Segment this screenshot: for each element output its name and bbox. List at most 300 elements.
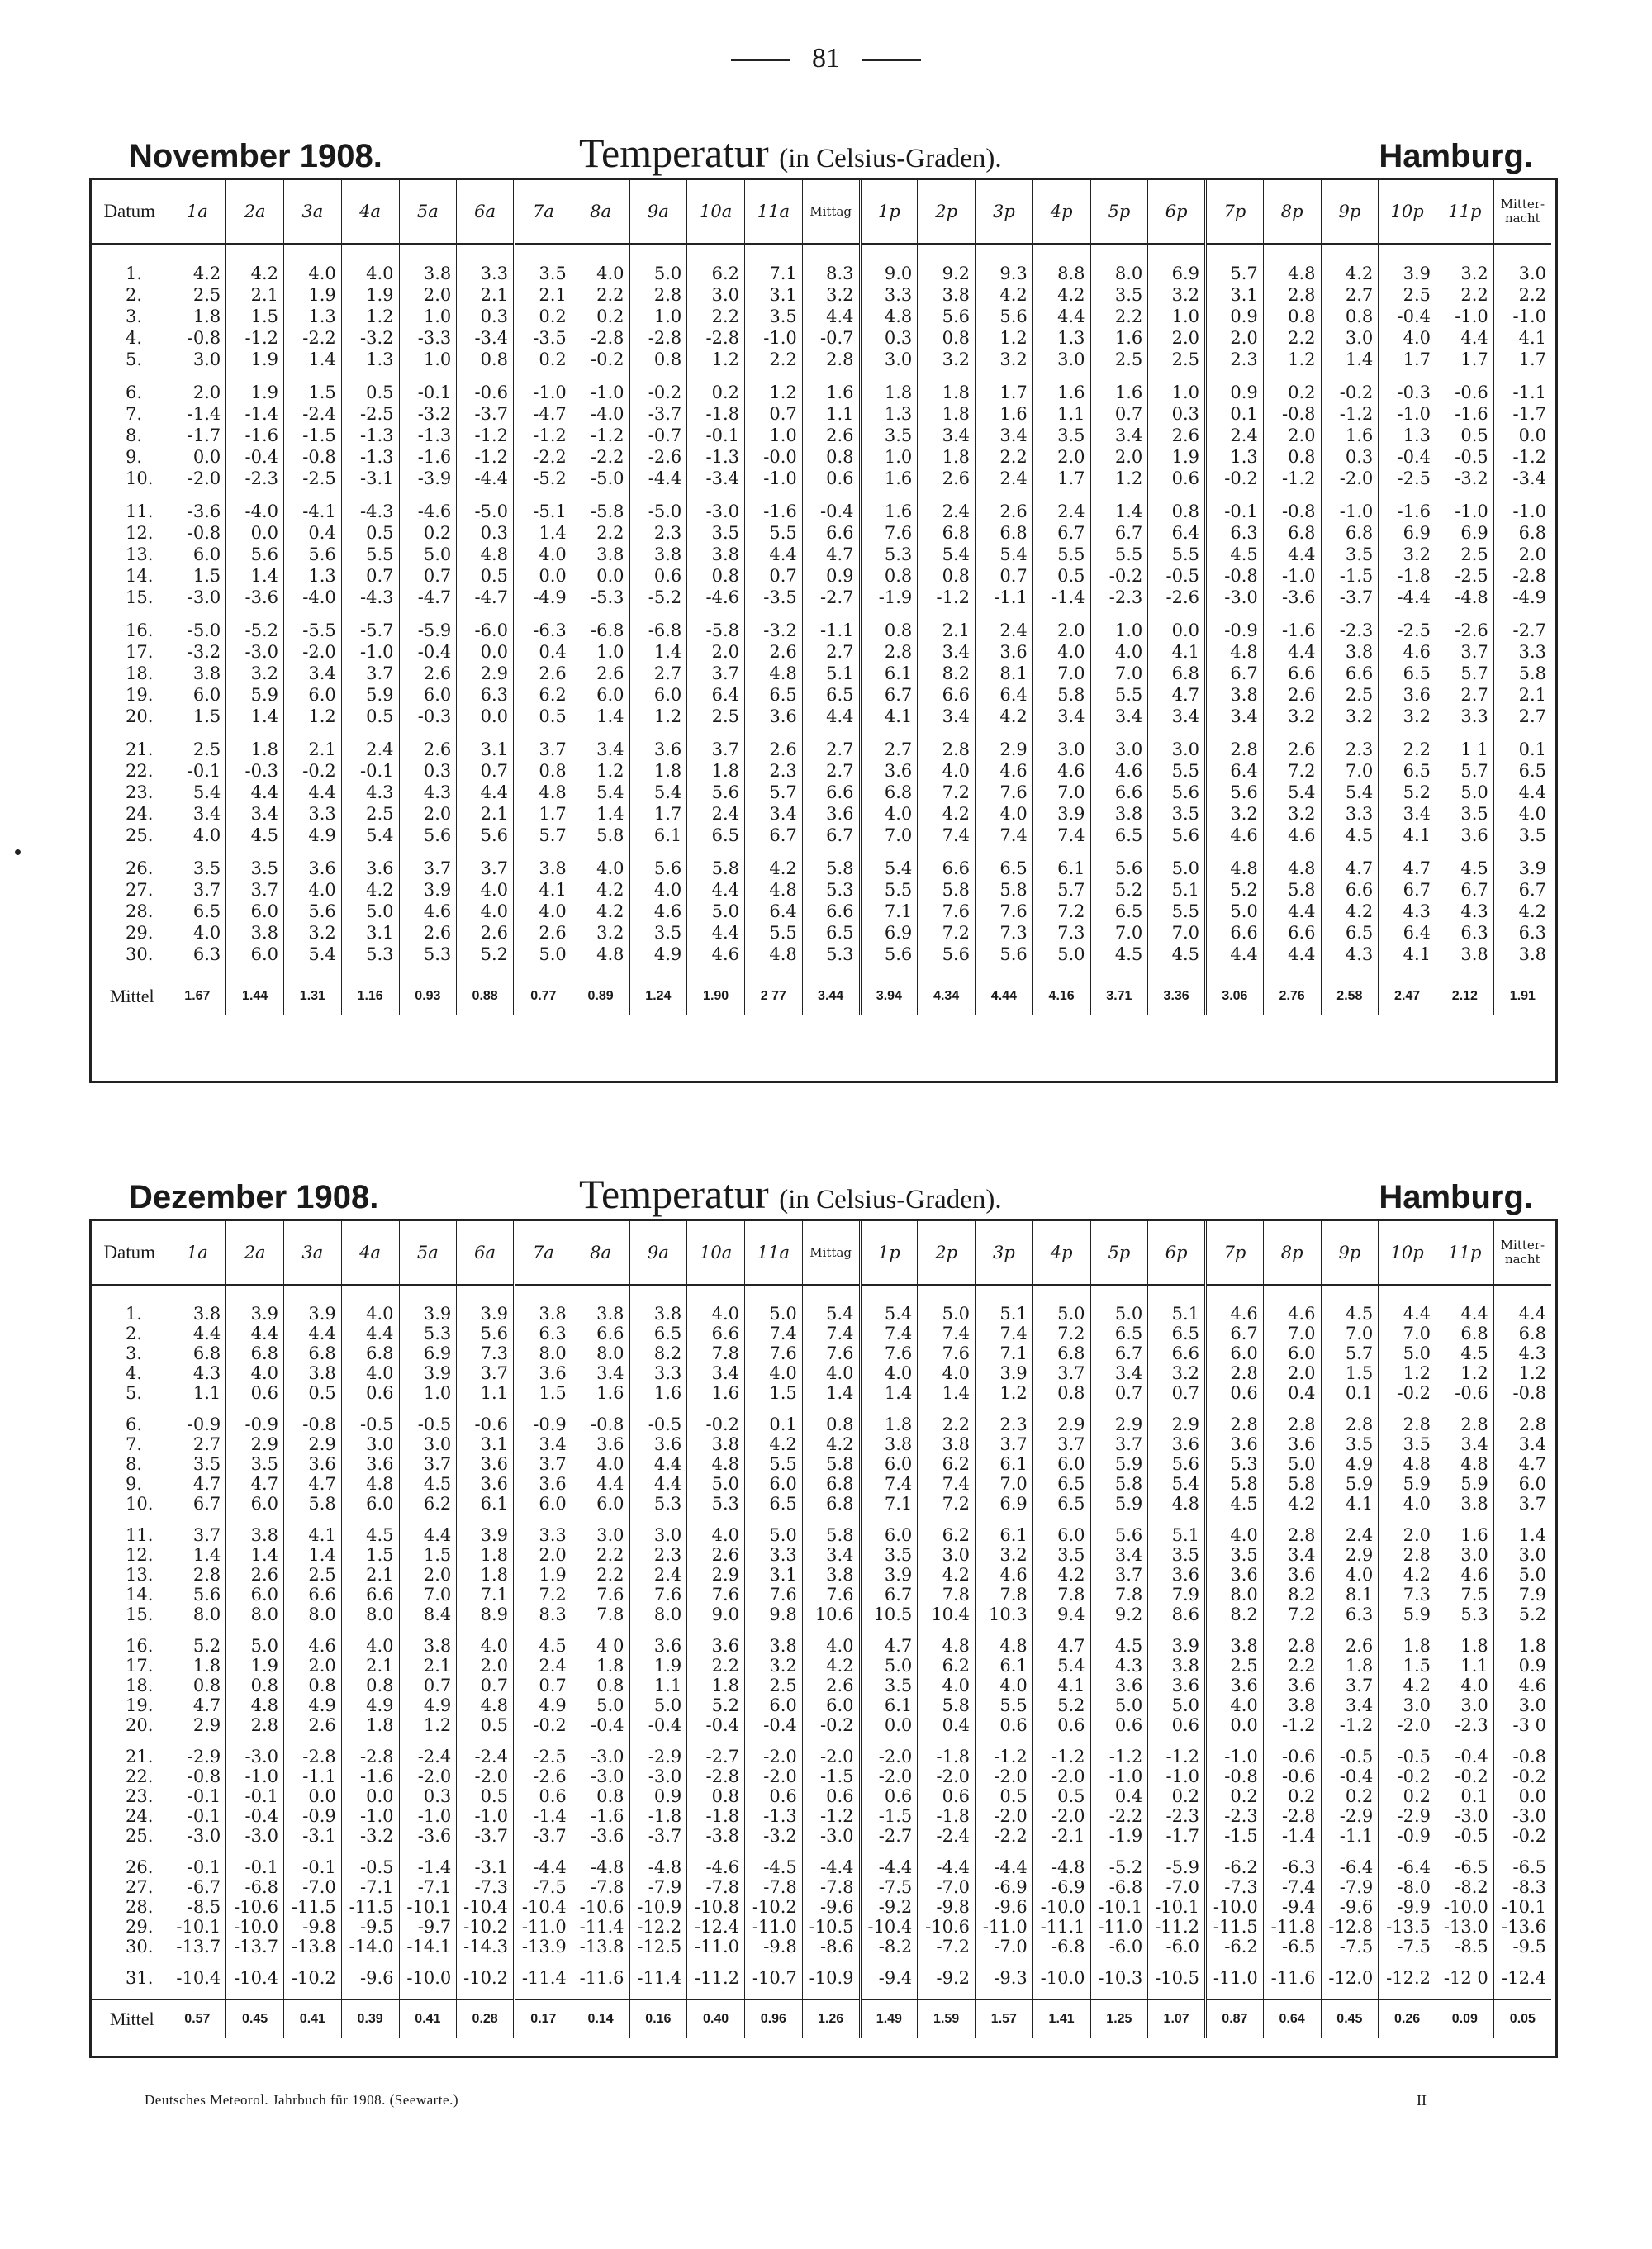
temperature-cell: 0.2 [515,306,572,327]
temperature-cell: 0.6 [976,1715,1033,1735]
temperature-cell: 4.0 [918,1363,976,1383]
temperature-cell: 2.8 [918,739,976,760]
temperature-cell: 7.8 [1032,1585,1090,1605]
temperature-cell: -5.2 [226,620,284,641]
temperature-cell: 5.4 [284,944,342,965]
temperature-cell: 4.4 [1436,1304,1494,1324]
mean-value: 0.41 [399,2000,457,2039]
column-header-hour: 8p [1263,180,1321,244]
temperature-cell: 1.2 [745,382,803,403]
mean-value: 0.39 [341,2000,399,2039]
day-label: 11. [126,1525,154,1545]
temperature-cell: 1.8 [918,403,976,425]
temperature-cell: 6.5 [802,684,860,706]
column-header-hour: 3a [284,180,342,244]
temperature-cell: 2.9 [457,663,515,684]
temperature-cell: -5.8 [687,620,745,641]
temperature-cell: -10.0 [226,1917,284,1937]
temperature-cell: 3.6 [1148,1434,1206,1454]
temperature-cell: 8.2 [1206,1605,1264,1624]
day-label: 27. [126,1877,154,1897]
column-header-hour: 1p [860,180,918,244]
mean-value: 1.24 [629,977,687,1016]
temperature-cell: -3.0 [687,501,745,522]
temperature-cell: 0.1 [1493,739,1551,760]
temperature-cell: 4.6 [1436,1565,1494,1585]
temperature-cell: 3.7 [226,879,284,901]
temperature-cell: 2.5 [1206,1656,1264,1676]
temperature-cell: -3.7 [457,1826,515,1846]
temperature-cell: 3.9 [399,1304,457,1324]
mean-value: 4.16 [1032,977,1090,1016]
temperature-cell: 3.4 [687,1363,745,1383]
temperature-cell: 9.2 [1090,1605,1148,1624]
temperature-cell: 3.6 [1263,1434,1321,1454]
temperature-cell: -6.8 [629,620,687,641]
temperature-cell: 4.8 [918,1636,976,1656]
temperature-cell: 4.0 [284,263,342,284]
temperature-cell: -6.9 [976,1877,1033,1897]
temperature-cell: 2.2 [745,349,803,370]
temperature-cell: 3.5 [1321,544,1379,565]
temperature-cell: 6.7 [1206,1324,1264,1343]
station-name: Hamburg. [1379,138,1533,174]
temperature-cell: 3.8 [515,858,572,879]
temperature-cell: 2.5 [341,803,399,825]
temperature-cell: -1.0 [1379,403,1436,425]
table-row [91,739,1551,760]
temperature-cell: 7.1 [860,1494,918,1514]
temperature-cell: 0.0 [457,706,515,727]
temperature-cell: 8.0 [629,1605,687,1624]
temperature-cell: 0.9 [629,1786,687,1806]
temperature-cell: 1.2 [976,327,1033,349]
temperature-cell: 3.8 [1090,803,1148,825]
temperature-cell: 0.8 [226,1676,284,1695]
temperature-cell: -4.8 [1436,587,1494,608]
temperature-cell: -4.9 [1493,587,1551,608]
temperature-cell: -4.4 [629,468,687,489]
temperature-cell: 6.0 [284,684,342,706]
temperature-cell: 0.2 [687,382,745,403]
temperature-cell: 7.0 [1032,663,1090,684]
temperature-cell: 7.0 [860,825,918,846]
temperature-cell: 3.8 [515,1304,572,1324]
day-label: 20. [126,706,154,726]
temperature-cell: 6.0 [169,684,226,706]
temperature-cell: 3.9 [860,1565,918,1585]
column-header-hour: 9a [629,1221,687,1285]
temperature-cell: 0.7 [457,1676,515,1695]
temperature-cell: 7.0 [1032,782,1090,803]
temperature-cell: 5.8 [1493,663,1551,684]
temperature-cell: 0.0 [457,641,515,663]
temperature-cell: -4.8 [629,1857,687,1877]
temperature-cell: -4.0 [572,403,629,425]
temperature-cell: 3.8 [399,1636,457,1656]
day-label: 9. [126,447,143,467]
temperature-cell: 1.9 [341,284,399,306]
temperature-cell: -2.2 [515,446,572,468]
temperature-cell: 7.6 [629,1585,687,1605]
temperature-cell: 8.0 [226,1605,284,1624]
temperature-cell: -11.4 [572,1917,629,1937]
temperature-cell: 0.6 [515,1786,572,1806]
temperature-cell: 6.5 [1379,760,1436,782]
temperature-cell: 3.8 [1321,641,1379,663]
temperature-cell: 4.8 [745,879,803,901]
temperature-cell: 5.9 [341,684,399,706]
temperature-cell: -1.5 [284,425,342,446]
temperature-cell: 2.4 [1321,1525,1379,1545]
mean-value: 1.41 [1032,2000,1090,2039]
temperature-cell: 2.5 [1321,684,1379,706]
table-row [91,1363,1551,1383]
table-title: Temperatur (in Celsius-Graden). [579,130,1002,176]
temperature-cell: -0.5 [341,1857,399,1877]
temperature-cell: 7.6 [860,1343,918,1363]
temperature-cell: 9.4 [1032,1605,1090,1624]
temperature-cell: -10.5 [1148,1968,1206,1988]
temperature-cell: 2.9 [687,1565,745,1585]
temperature-cell: 4.2 [341,879,399,901]
temperature-cell: -0.2 [1436,1766,1494,1786]
temperature-cell: 2.4 [918,501,976,522]
temperature-cell: 5.5 [1090,684,1148,706]
temperature-cell: 5.4 [1321,782,1379,803]
temperature-cell: -3.7 [629,1826,687,1846]
temperature-cell: 6.1 [860,1695,918,1715]
temperature-cell: 0.3 [1321,446,1379,468]
temperature-cell: 6.0 [572,684,629,706]
temperature-cell: 1.2 [629,706,687,727]
temperature-cell: 3.8 [572,1304,629,1324]
temperature-cell: 5.6 [976,306,1033,327]
temperature-cell: 5.7 [1436,760,1494,782]
temperature-cell: 5.3 [341,944,399,965]
column-header-hour: 4a [341,1221,399,1285]
temperature-cell: 3.2 [1436,263,1494,284]
temperature-cell: 5.6 [284,901,342,922]
temperature-cell: 3.4 [802,1545,860,1565]
temperature-cell: -2.9 [169,1747,226,1766]
temperature-cell: -0.8 [284,1415,342,1434]
temperature-cell: 4.5 [1090,1636,1148,1656]
temperature-cell: -2.0 [1032,1766,1090,1786]
temperature-cell: 0.4 [918,1715,976,1735]
day-label: 12. [126,523,154,543]
temperature-cell: 7.9 [1148,1585,1206,1605]
temperature-cell: 1.7 [1493,349,1551,370]
table-row [91,1545,1551,1565]
temperature-cell: -0.2 [629,382,687,403]
temperature-cell: 5.4 [918,544,976,565]
temperature-cell: 3.8 [1263,1695,1321,1715]
temperature-cell: 4.8 [1148,1494,1206,1514]
column-header-hour: 6p [1148,1221,1206,1285]
temperature-cell: 3.4 [976,425,1033,446]
temperature-cell: 1.1 [457,1383,515,1403]
temperature-cell: -3.5 [515,327,572,349]
temperature-cell: 5.7 [1436,663,1494,684]
temperature-cell: -3.7 [1321,587,1379,608]
temperature-cell: 5.0 [745,1525,803,1545]
temperature-cell: -9.7 [399,1917,457,1937]
temperature-cell: 4.1 [1493,327,1551,349]
temperature-cell: -9.8 [284,1917,342,1937]
temperature-cell: 3.8 [1148,1656,1206,1676]
table-row [91,565,1551,587]
temperature-cell: 7.6 [687,1585,745,1605]
temperature-cell: 4.5 [1436,1343,1494,1363]
temperature-cell: 4.5 [1206,1494,1264,1514]
temperature-cell: -3.9 [399,468,457,489]
temperature-cell: 6.3 [457,684,515,706]
day-label: 10. [126,1494,154,1514]
temperature-cell: -1.0 [1493,306,1551,327]
temperature-cell: 1.2 [284,706,342,727]
table-row [91,1304,1551,1324]
table-row [91,858,1551,879]
temperature-cell: 0.8 [572,1786,629,1806]
temperature-cell: 0.7 [745,565,803,587]
temperature-cell: 2.1 [515,284,572,306]
temperature-cell: 2.6 [226,1565,284,1585]
temperature-cell: 6.2 [399,1494,457,1514]
temperature-cell: 5.7 [515,825,572,846]
temperature-cell: 7.8 [687,1343,745,1363]
temperature-cell: -8.2 [1436,1877,1494,1897]
temperature-cell: -6.5 [1436,1857,1494,1877]
temperature-cell: -0.2 [1493,1766,1551,1786]
temperature-cell: 4.6 [629,901,687,922]
temperature-cell: -9.6 [1321,1897,1379,1917]
temperature-cell: 3.8 [1436,1494,1494,1514]
mean-value: 1.31 [284,977,342,1016]
temperature-cell: 0.8 [918,565,976,587]
temperature-cell: 6.5 [745,1494,803,1514]
temperature-cell: -1.6 [399,446,457,468]
temperature-cell: 4.5 [1148,944,1206,965]
temperature-cell: 5.5 [860,879,918,901]
temperature-cell: 6.5 [629,1324,687,1343]
temperature-cell: 7.4 [1032,825,1090,846]
temperature-cell: 2.9 [1148,1415,1206,1434]
temperature-cell: -0.1 [169,760,226,782]
temperature-cell: 0.4 [1263,1383,1321,1403]
temperature-cell: 4.2 [1379,1676,1436,1695]
temperature-cell: -0.8 [284,446,342,468]
temperature-cell: 4.5 [515,1636,572,1656]
temperature-cell: 6.0 [341,1494,399,1514]
temperature-cell: -9.6 [802,1897,860,1917]
temperature-cell: 5.8 [976,879,1033,901]
temperature-cell: 1.5 [169,706,226,727]
temperature-cell: 4.3 [1090,1656,1148,1676]
temperature-cell: 5.5 [1148,544,1206,565]
temperature-cell: 5.4 [572,782,629,803]
day-label: 7. [126,404,143,424]
temperature-cell: 1.6 [976,403,1033,425]
temperature-cell: 3.6 [629,1636,687,1656]
table-title: Temperatur (in Celsius-Graden). [579,1171,1002,1217]
temperature-cell: 3.3 [1493,641,1551,663]
temperature-cell: 8.0 [341,1605,399,1624]
temperature-cell: 5.3 [802,944,860,965]
temperature-cell: 6.3 [1436,922,1494,944]
temperature-cell: 1.0 [399,1383,457,1403]
temperature-cell: 8.2 [629,1343,687,1363]
mean-value: 2.47 [1379,977,1436,1016]
temperature-cell: 3.8 [918,1434,976,1454]
temperature-cell: 4.8 [1263,858,1321,879]
column-header-hour: 3p [976,180,1033,244]
temperature-cell: 5.0 [918,1304,976,1324]
temperature-cell: 0.1 [745,1415,803,1434]
temperature-cell: 4.4 [226,1324,284,1343]
temperature-cell: -1.0 [341,1806,399,1826]
temperature-cell: 0.5 [341,706,399,727]
temperature-cell: 3.3 [515,1525,572,1545]
temperature-cell: 4.5 [1321,1304,1379,1324]
temperature-cell: 3.9 [457,1525,515,1545]
temperature-cell: 1.2 [1436,1363,1494,1383]
temperature-cell: 2.6 [1263,739,1321,760]
temperature-cell: 3.3 [457,263,515,284]
december-header [129,1163,1533,1221]
temperature-cell: 5.0 [1090,1695,1148,1715]
temperature-cell: 4.0 [341,1363,399,1383]
temperature-cell: -3.2 [745,1826,803,1846]
temperature-cell: 3.5 [1032,425,1090,446]
temperature-cell: -10.0 [1436,1897,1494,1917]
temperature-cell: 3.2 [226,663,284,684]
temperature-cell: -4.7 [399,587,457,608]
temperature-cell: 5.3 [399,1324,457,1343]
mean-value: 0.87 [1206,2000,1264,2039]
table-row [91,1525,1551,1545]
table-row [91,641,1551,663]
temperature-cell: 3.4 [169,803,226,825]
temperature-cell: -0.1 [169,1786,226,1806]
temperature-cell: 1.6 [860,468,918,489]
day-label: 13. [126,1565,154,1585]
temperature-cell: 3.8 [572,544,629,565]
temperature-cell: -13.5 [1379,1917,1436,1937]
temperature-cell: 5.0 [1379,1343,1436,1363]
temperature-cell: -13.0 [1436,1917,1494,1937]
temperature-cell: -3.0 [802,1826,860,1846]
temperature-cell: -13.7 [226,1937,284,1957]
temperature-cell: -4.3 [341,501,399,522]
temperature-cell: 5.9 [1379,1474,1436,1494]
december-temperature-table [91,1221,1551,2038]
temperature-cell: -7.5 [1321,1937,1379,1957]
temperature-cell: 2.0 [1090,446,1148,468]
temperature-cell: 0.7 [976,565,1033,587]
temperature-cell: 1.9 [226,349,284,370]
temperature-cell: 0.2 [1148,1786,1206,1806]
temperature-cell: 4.6 [1206,825,1264,846]
temperature-cell: 2.8 [169,1565,226,1585]
temperature-cell: 1.5 [745,1383,803,1403]
temperature-cell: 6.8 [1493,522,1551,544]
temperature-cell: 7.0 [1148,922,1206,944]
temperature-cell: -7.1 [399,1877,457,1897]
temperature-cell: -10.1 [1148,1897,1206,1917]
temperature-cell: 2.0 [399,284,457,306]
temperature-cell: 6.6 [1090,782,1148,803]
temperature-cell: -1.0 [1148,1766,1206,1786]
temperature-cell: 6.0 [1032,1454,1090,1474]
temperature-cell: -14.1 [399,1937,457,1957]
day-label: 28. [126,1897,154,1917]
column-header-hour: 5a [399,180,457,244]
temperature-cell: 3.7 [515,1454,572,1474]
temperature-cell: 7.0 [1090,922,1148,944]
temperature-cell: 3.2 [745,1656,803,1676]
temperature-cell: 6.6 [918,858,976,879]
temperature-cell: 1.8 [169,1656,226,1676]
temperature-cell: 7.6 [802,1343,860,1363]
temperature-cell: 2.1 [226,284,284,306]
temperature-cell: 3.4 [1090,1363,1148,1383]
temperature-cell: 2.0 [169,382,226,403]
temperature-cell: 5.6 [284,544,342,565]
temperature-cell: -11.5 [284,1897,342,1917]
temperature-cell: 1.5 [226,306,284,327]
temperature-cell: -7.5 [1379,1937,1436,1957]
temperature-cell: -0.1 [1206,501,1264,522]
temperature-cell: 1.8 [687,1676,745,1695]
temperature-cell: 2.6 [687,1545,745,1565]
temperature-cell: 2.5 [1148,349,1206,370]
temperature-cell: 3.7 [1032,1363,1090,1383]
temperature-cell: 4.7 [860,1636,918,1656]
temperature-cell: 4.8 [341,1474,399,1494]
mean-value: 0.40 [687,2000,745,2039]
temperature-cell: 3.5 [1206,1545,1264,1565]
temperature-cell: 2.6 [572,663,629,684]
temperature-cell: -6.8 [226,1877,284,1897]
temperature-cell: 4.0 [457,1636,515,1656]
temperature-cell: 7.5 [1436,1585,1494,1605]
temperature-cell: 1.2 [1379,1363,1436,1383]
day-label: 14. [126,566,154,586]
temperature-cell: 3.5 [1148,1545,1206,1565]
temperature-cell: 9.2 [918,263,976,284]
temperature-cell: -1.0 [341,641,399,663]
temperature-cell: -0.2 [572,349,629,370]
temperature-cell: -2.3 [1321,620,1379,641]
temperature-cell: 2.1 [457,803,515,825]
temperature-cell: -4.4 [802,1857,860,1877]
temperature-cell: -1.4 [515,1806,572,1826]
table-row [91,522,1551,544]
temperature-cell: 5.6 [687,782,745,803]
column-header-hour: 3p [976,1221,1033,1285]
temperature-cell: -12.4 [1493,1968,1551,1988]
temperature-cell: 4.2 [1032,284,1090,306]
temperature-cell: 6.6 [918,684,976,706]
temperature-cell: 3.0 [1032,349,1090,370]
temperature-cell: -2.7 [802,587,860,608]
temperature-cell: 3.2 [918,349,976,370]
temperature-cell: 4.3 [1493,1343,1551,1363]
temperature-cell: 0.2 [1263,1786,1321,1806]
temperature-cell: 2.4 [1206,425,1264,446]
temperature-cell: 1.8 [457,1545,515,1565]
